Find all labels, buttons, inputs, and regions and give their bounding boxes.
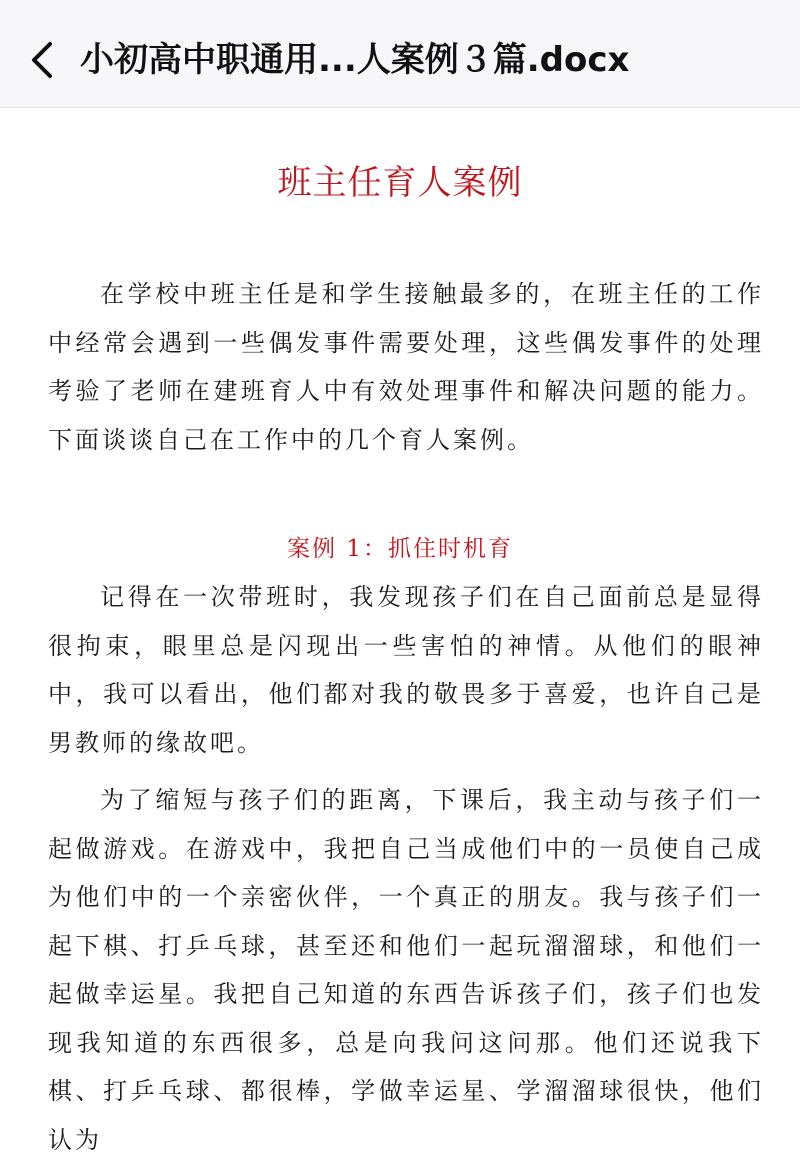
case-1-paragraph-2: 为了缩短与孩子们的距离，下课后，我主动与孩子们一起做游戏。在游戏中，我把自己当成他们中的一员使自己成为他们中的一个亲密伙伴，一个真正的朋友。我与孩子们一起下棋、打乒乓球，甚至还和他们一起玩溜溜球，和他们一起做幸运星。我把自己知道的东西告诉孩子们，孩子们也发现我知道的东西很多，总是向我问这问那。他们还说我下棋、打乒乓球、都很棒，学做幸运星、学溜溜球很快，他们认为 bbox=[48, 786, 764, 1154]
case-1-paragraph-1: 记得在一次带班时，我发现孩子们在自己面前总是显得很拘束，眼里总是闪现出一些害怕的神情。从他们的眼神中，我可以看出，他们都对我的敬畏多于喜爱，也许自己是男教师的缘故吧。 bbox=[48, 583, 764, 757]
intro-paragraph: 在学校中班主任是和学生接触最多的，在班主任的工作中经常会遇到一些偶发事件需要处理，这些偶发事件的处理考验了老师在建班育人中有效处理事件和解决问题的能力。下面谈谈自己在工作中的几个育人案例。 bbox=[48, 280, 764, 454]
back-button[interactable] bbox=[22, 38, 62, 82]
app-header bbox=[0, 0, 800, 108]
document-page[interactable] bbox=[0, 108, 800, 1154]
document-heading: 班主任育人案例 bbox=[277, 163, 523, 203]
case-1-heading: 案例 1：抓住时机育 bbox=[287, 536, 513, 562]
document-title: 小初高中职通用...人案例３篇.docx bbox=[80, 40, 630, 80]
chevron-left-icon bbox=[29, 40, 55, 80]
